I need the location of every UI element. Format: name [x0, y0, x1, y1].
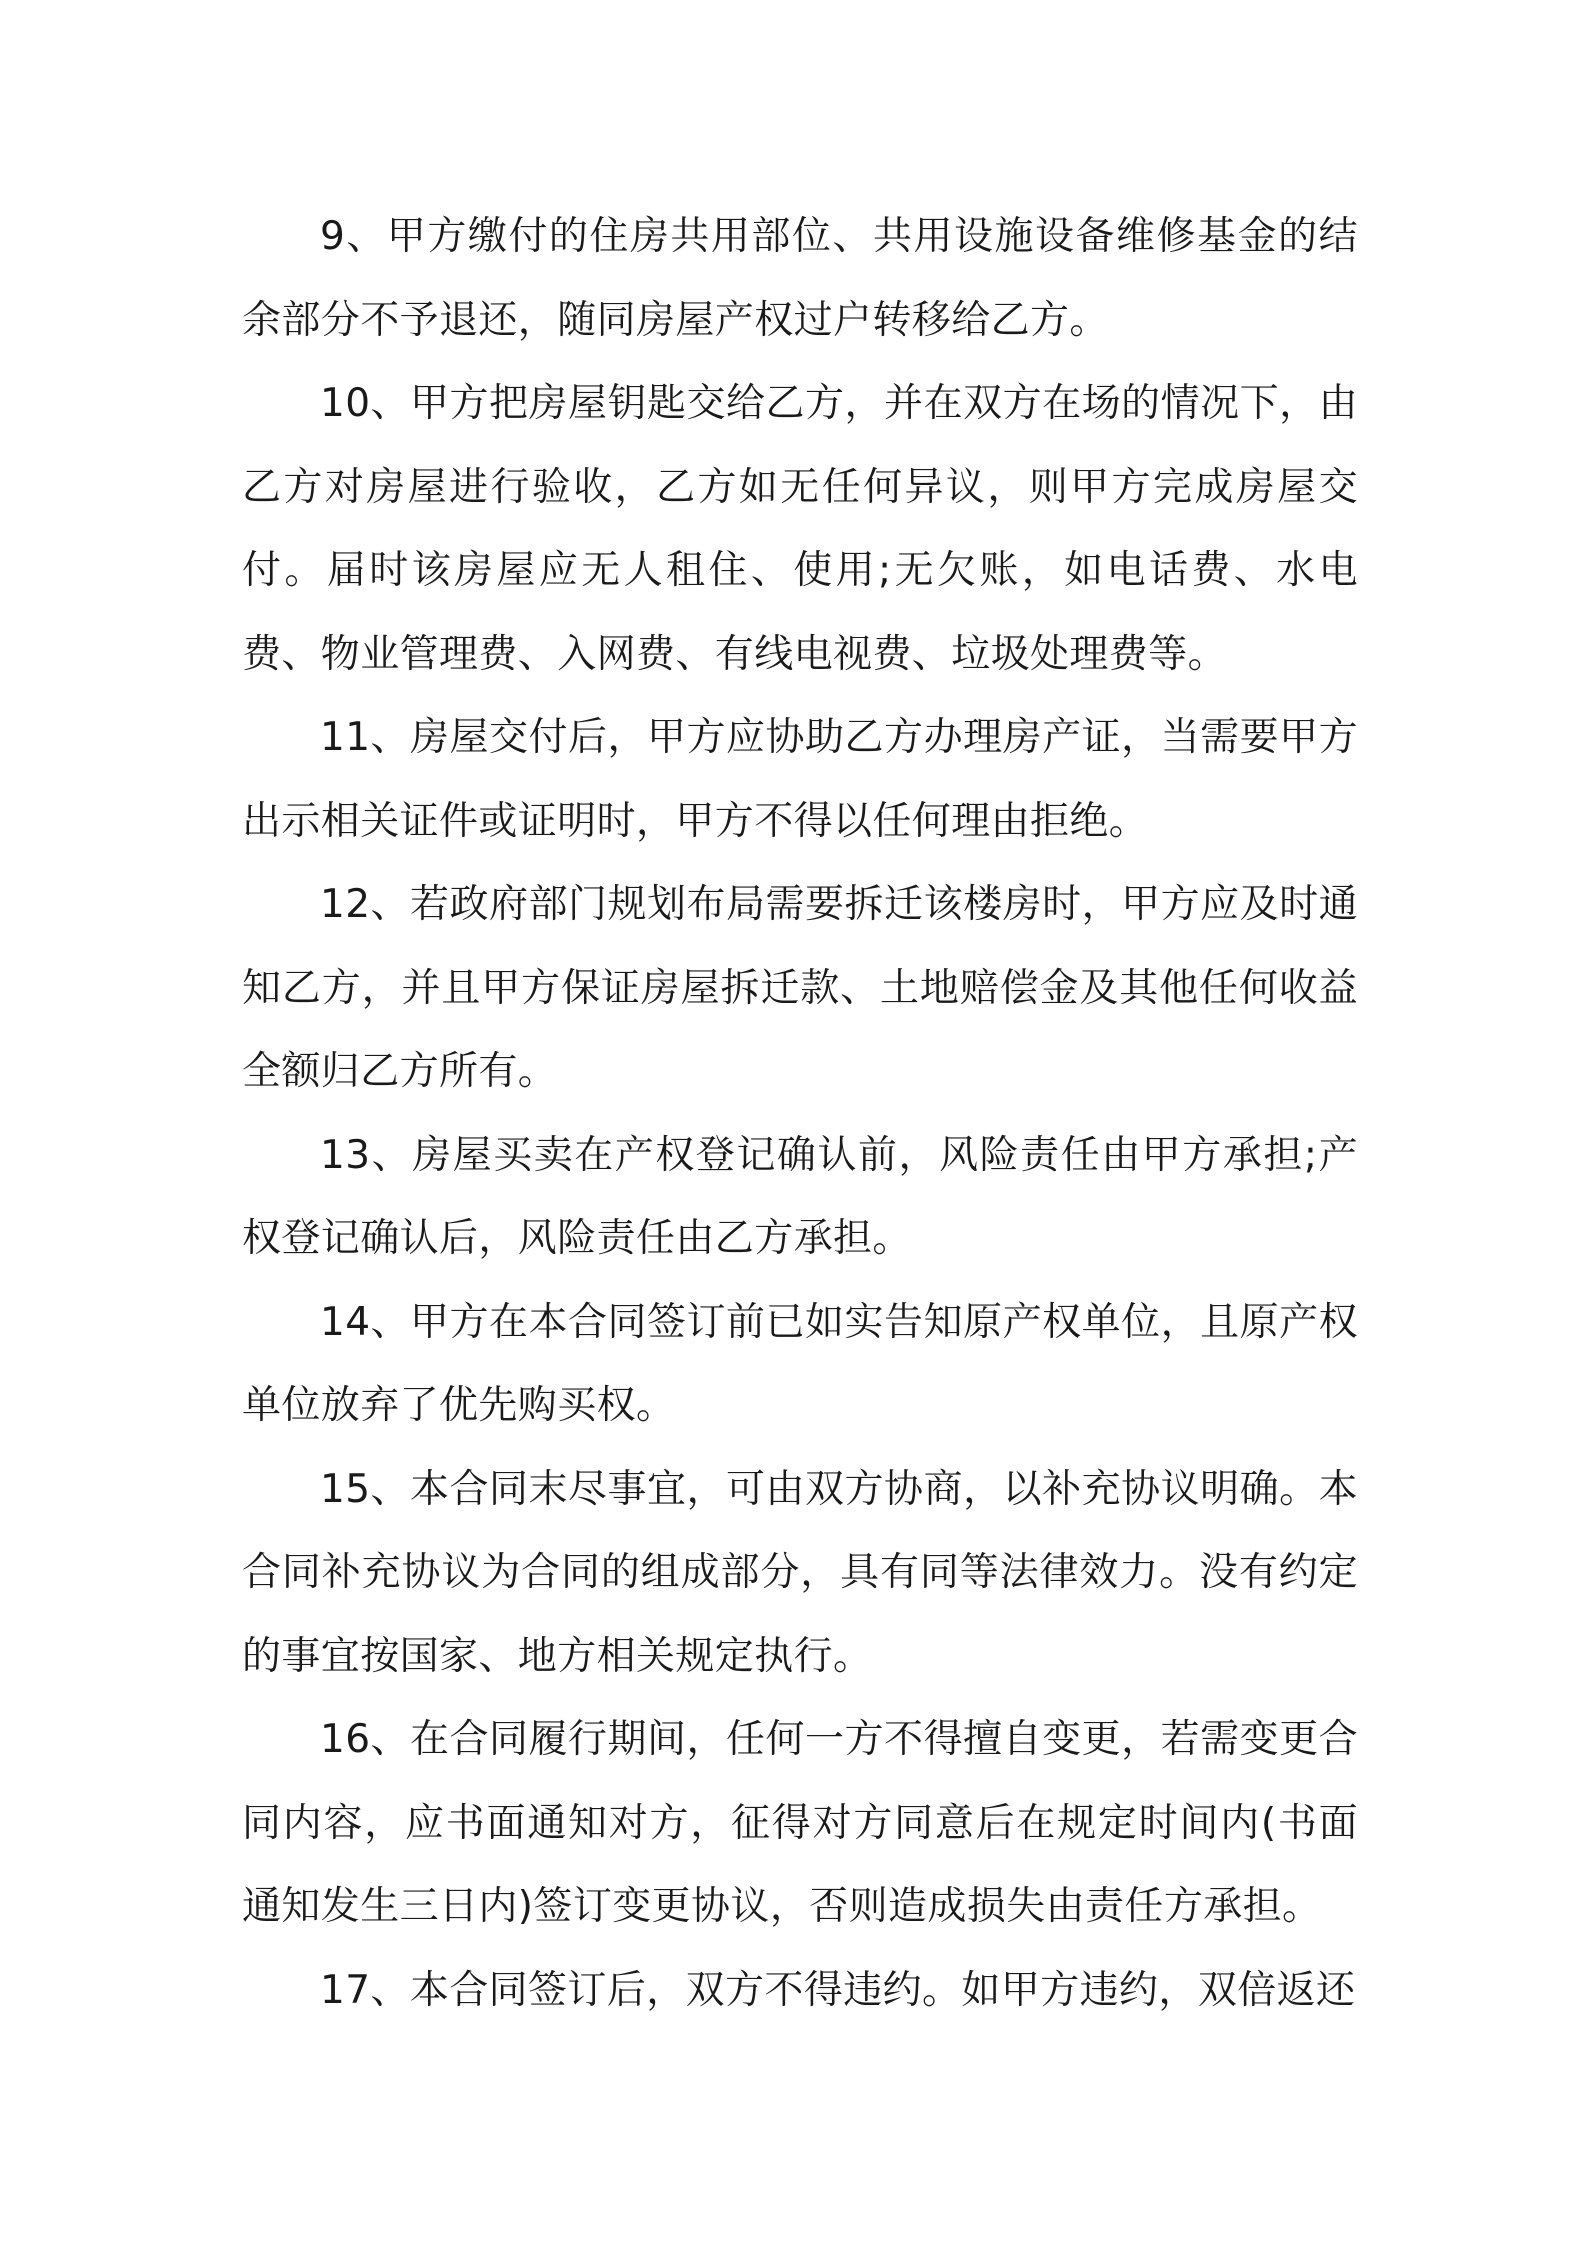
clause-17: 17、本合同签订后，双方不得违约。如甲方违约，双倍返还	[320, 1967, 1356, 2013]
clause-16: 16、在合同履行期间，任何一方不得擅自变更，若需变更合同内容，应书面通知对方，征得对方同意后在规定时间内(书面通知发生三日内)签订变更协议，否则造成损失由责任方承担。	[242, 1717, 1358, 1929]
clause-14: 14、甲方在本合同签订前已如实告知原产权单位，且原产权单位放弃了优先购买权。	[242, 1299, 1358, 1428]
clause-10: 10、甲方把房屋钥匙交给乙方，并在双方在场的情况下，由乙方对房屋进行验收，乙方如无任何异议，则甲方完成房屋交付。届时该房屋应无人租住、使用;无欠账，如电话费、水电费、物业管理费、入网费、有线电视费、垃圾处理费等。	[242, 381, 1358, 677]
clause-9: 9、甲方缴付的住房共用部位、共用设施设备维修基金的结余部分不予退还，随同房屋产权过户转移给乙方。	[242, 214, 1358, 343]
clause-11: 11、房屋交付后，甲方应协助乙方办理房产证，当需要甲方出示相关证件或证明时，甲方不得以任何理由拒绝。	[242, 715, 1358, 844]
contract-body	[242, 195, 1358, 2032]
clause-15: 15、本合同末尽事宜，可由双方协商，以补充协议明确。本合同补充协议为合同的组成部分，具有同等法律效力。没有约定的事宜按国家、地方相关规定执行。	[242, 1466, 1358, 1679]
clause-12: 12、若政府部门规划布局需要拆迁该楼房时，甲方应及时通知乙方，并且甲方保证房屋拆迁款、土地赔偿金及其他任何收益全额归乙方所有。	[242, 882, 1358, 1094]
clause-13: 13、房屋买卖在产权登记确认前，风险责任由甲方承担;产权登记确认后，风险责任由乙方承担。	[242, 1132, 1358, 1261]
